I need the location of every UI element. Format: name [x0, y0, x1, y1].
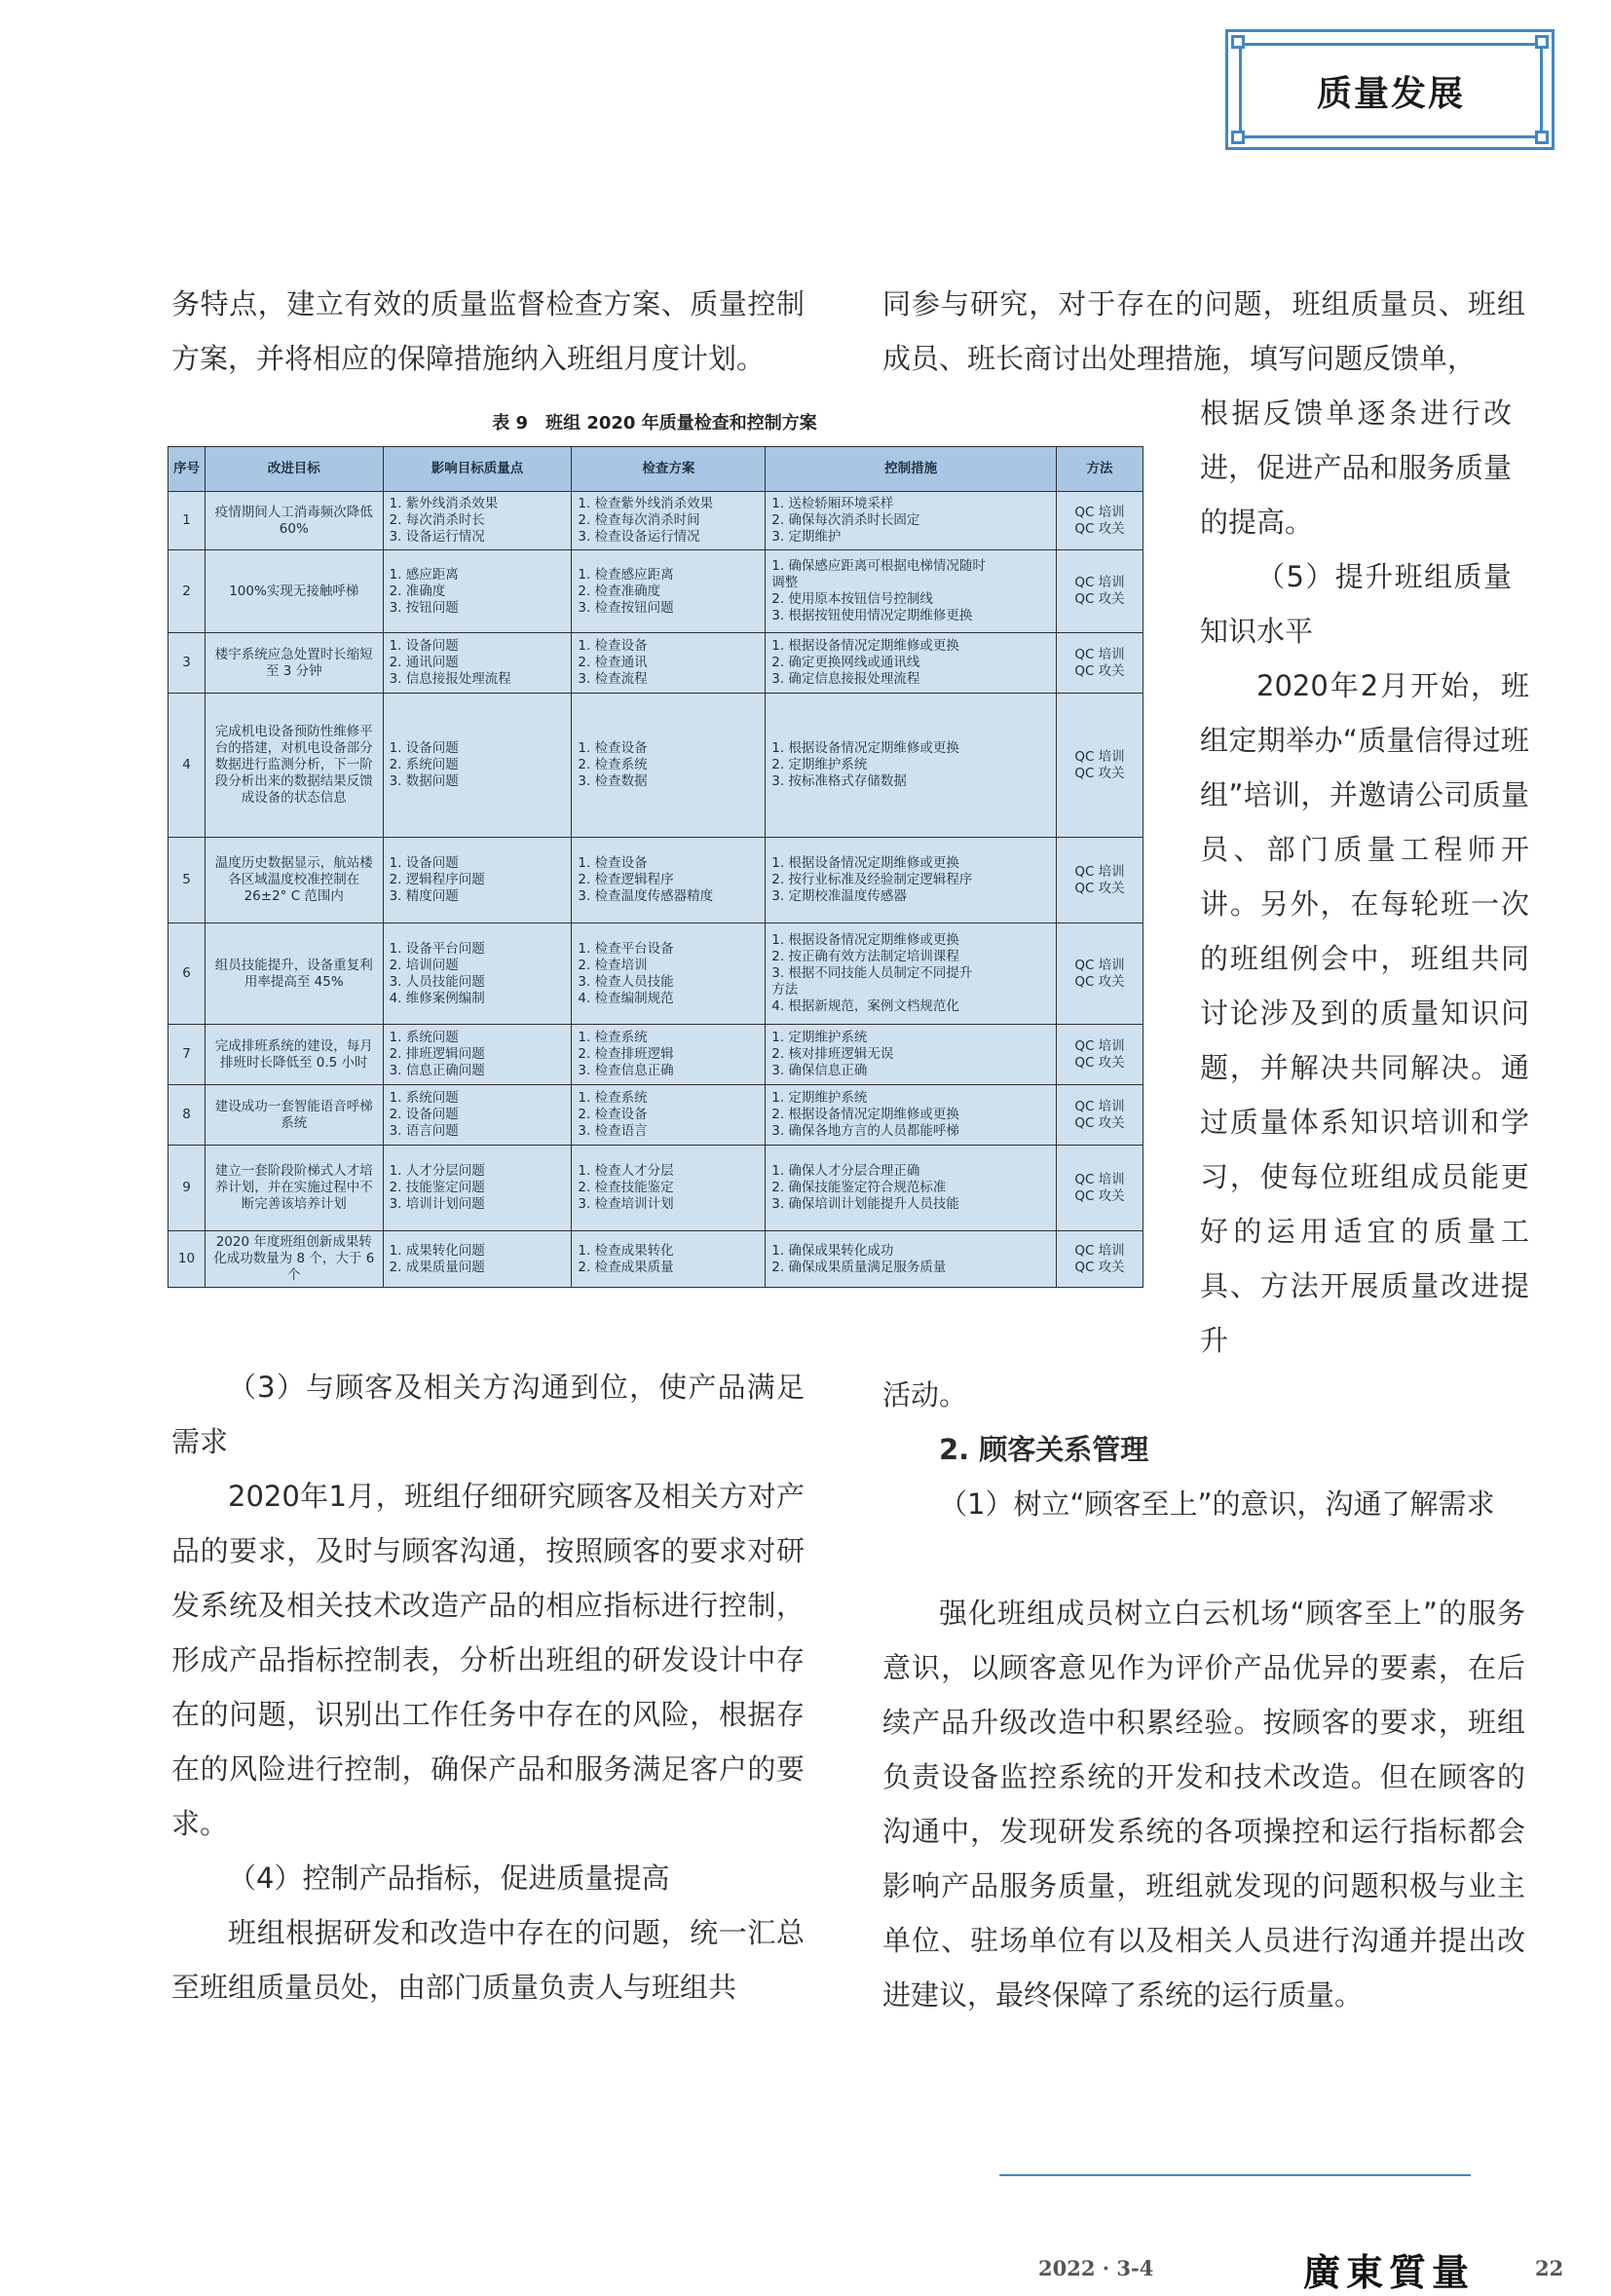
- page-number: 22: [1535, 2256, 1564, 2280]
- quality-point-cell: [383, 492, 572, 550]
- quality-point-cell-line: 1. 设备平台问题: [389, 940, 485, 957]
- control-measure-cell-line: 1. 根据设备情况定期维修或更换: [771, 638, 959, 654]
- check-plan-cell: [572, 550, 766, 633]
- table-header-cell: 影响目标质量点: [383, 447, 572, 492]
- quality-point-cell-line: 2. 系统问题: [389, 757, 459, 772]
- check-plan-cell-line: 1. 检查设备: [578, 855, 648, 871]
- method-cell-line: QC 攻关: [1074, 1114, 1125, 1131]
- goal-cell: 温度历史数据显示，航站楼各区域温度校准控制在 26±2° C 范围内: [205, 838, 383, 923]
- check-plan-cell: [572, 1146, 766, 1231]
- method-cell: [1057, 1231, 1143, 1288]
- method-cell-line: QC 培训: [1074, 1037, 1125, 1054]
- row-number-cell: 8: [169, 1085, 206, 1146]
- method-cell-line: QC 培训: [1074, 1242, 1125, 1259]
- check-plan-cell: [572, 1085, 766, 1146]
- control-measure-cell: [766, 633, 1057, 694]
- control-measure-cell-line: 1. 定期维护系统: [771, 1090, 868, 1106]
- control-measure-cell-line: 2. 按正确有效方法制定培训课程: [771, 949, 959, 964]
- quality-point-cell-line: 1. 设备问题: [389, 855, 459, 871]
- method-cell: [1057, 492, 1143, 550]
- row-number-cell: 7: [169, 1025, 206, 1085]
- control-measure-cell-line: 1. 确保成果转化成功: [771, 1242, 894, 1259]
- quality-point-cell-line: 2. 培训问题: [389, 957, 459, 973]
- quality-point-cell-line: 2. 成果质量问题: [389, 1259, 485, 1275]
- control-measure-cell-line: 2. 确定更换网线或通讯线: [771, 655, 920, 670]
- goal-cell: 100%实现无接触呼梯: [205, 550, 383, 633]
- check-plan-cell-line: 1. 检查成果转化: [578, 1242, 674, 1259]
- check-plan-cell-line: 2. 检查通讯: [578, 655, 648, 670]
- quality-point-cell-line: 2. 逻辑程序问题: [389, 872, 485, 887]
- check-plan-cell-line: 3. 检查设备运行情况: [578, 529, 700, 545]
- quality-point-cell-line: 3. 信息接报处理流程: [389, 671, 511, 687]
- control-measure-cell-line: 1. 确保人才分层合理正确: [771, 1163, 920, 1179]
- quality-point-cell-line: 1. 人才分层问题: [389, 1163, 485, 1179]
- row-number-cell: 2: [169, 550, 206, 633]
- method-cell-line: QC 攻关: [1074, 973, 1125, 990]
- control-measure-cell-line: 调整: [771, 575, 799, 590]
- table-row: [169, 1085, 1143, 1146]
- method-cell-line: QC 培训: [1074, 504, 1125, 520]
- check-plan-cell-line: 2. 检查每次消杀时间: [578, 512, 700, 528]
- method-cell: [1057, 1146, 1143, 1231]
- quality-point-cell-line: 3. 语言问题: [389, 1123, 459, 1139]
- control-measure-cell: [766, 1085, 1057, 1146]
- control-measure-cell: [766, 1146, 1057, 1231]
- table-header-cell: 序号: [169, 447, 206, 492]
- section-5-body: 2020年2月开始，班组定期举办“质量信得过班组”培训，并邀请公司质量员、部门质量工程师开讲。另外，在每轮班一次的班组例会中，班组共同讨论涉及到的质量知识问题，并解决共同解决。通过质量体系知识培训和学习，使每位班组成员能更好的运用适宜的质量工具、方法开展质量改进提升: [1200, 669, 1529, 1357]
- quality-point-cell-line: 3. 设备运行情况: [389, 529, 485, 545]
- check-plan-cell-line: 3. 检查语言: [578, 1123, 648, 1139]
- control-measure-cell-line: 1. 送检轿厢环境采样: [771, 496, 894, 511]
- row-number-cell: 5: [169, 838, 206, 923]
- control-measure-cell-line: 3. 根据按钮使用情况定期维修更换: [771, 608, 973, 623]
- control-measure-cell: [766, 1025, 1057, 1085]
- check-plan-cell-line: 1. 检查平台设备: [578, 940, 674, 957]
- method-cell-line: QC 培训: [1074, 1098, 1125, 1114]
- row-number-cell: 10: [169, 1231, 206, 1288]
- control-measure-cell: [766, 550, 1057, 633]
- quality-point-cell: [383, 1146, 572, 1231]
- control-measure-cell-line: 3. 确保培训计划能提升人员技能: [771, 1196, 959, 1212]
- check-plan-cell-line: 3. 检查数据: [578, 773, 648, 789]
- method-cell-line: QC 攻关: [1074, 1054, 1125, 1071]
- method-cell-line: QC 培训: [1074, 863, 1125, 880]
- table-header-row: [169, 447, 1143, 492]
- method-cell-line: QC 攻关: [1074, 880, 1125, 896]
- check-plan-cell-line: 1. 检查系统: [578, 1030, 648, 1045]
- check-plan-cell-line: 3. 检查人员技能: [578, 973, 674, 990]
- section-3-heading: （3）与顾客及相关方沟通到位，使产品满足需求: [171, 1371, 805, 1458]
- control-measure-cell-line: 2. 按行业标准及经验制定逻辑程序: [771, 872, 973, 887]
- quality-point-cell-line: 4. 维修案例编制: [389, 990, 485, 1006]
- quality-control-table: [168, 446, 1143, 1288]
- quality-point-cell-line: 3. 数据问题: [389, 773, 459, 789]
- check-plan-cell-line: 3. 检查按钮问题: [578, 599, 674, 616]
- check-plan-cell-line: 1. 检查设备: [578, 740, 648, 756]
- check-plan-cell-line: 1. 检查系统: [578, 1090, 648, 1106]
- goal-cell: 建设成功一套智能语音呼梯系统: [205, 1085, 383, 1146]
- quality-point-cell-line: 3. 按钮问题: [389, 599, 459, 616]
- check-plan-cell-line: 2. 检查排班逻辑: [578, 1046, 674, 1062]
- table-header-cell: 改进目标: [205, 447, 383, 492]
- goal-cell: 2020 年度班组创新成果转化成功数量为 8 个，大于 6 个: [205, 1231, 383, 1288]
- method-cell-line: QC 攻关: [1074, 1259, 1125, 1275]
- method-cell-line: QC 培训: [1074, 1171, 1125, 1187]
- quality-point-cell: [383, 838, 572, 923]
- table-body: [169, 492, 1143, 1288]
- method-cell: [1057, 633, 1143, 694]
- method-cell: [1057, 1025, 1143, 1085]
- table-row: [169, 838, 1143, 923]
- goal-cell: 建立一套阶段阶梯式人才培养计划，并在实施过程中不断完善该培养计划: [205, 1146, 383, 1231]
- check-plan-cell-line: 3. 检查培训计划: [578, 1196, 674, 1212]
- subsection-1-heading: （1）树立“顾客至上”的意识，沟通了解需求: [939, 1487, 1495, 1521]
- method-cell: [1057, 1085, 1143, 1146]
- quality-point-cell-line: 3. 人员技能问题: [389, 973, 485, 990]
- section-4-body: 班组根据研发和改造中存在的问题，统一汇总至班组质量员处，由部门质量负责人与班组共: [171, 1916, 805, 2004]
- quality-point-cell-line: 1. 系统问题: [389, 1090, 459, 1106]
- quality-point-cell-line: 1. 成果转化问题: [389, 1242, 485, 1259]
- check-plan-cell: [572, 1025, 766, 1085]
- check-plan-cell: [572, 694, 766, 838]
- quality-point-cell: [383, 923, 572, 1025]
- method-cell: [1057, 694, 1143, 838]
- subsection-1-body: 强化班组成员树立白云机场“顾客至上”的服务意识，以顾客意见作为评价产品优异的要素，在后续产品升级改造中积累经验。按顾客的要求，班组负责设备监控系统的开发和技术改造。但在顾客的沟通中，发现研发系统的各项操控和运行指标都会影响产品服务质量，班组就发现的问题积极与业主单位、驻场单位有以及相关人员进行沟通并提出改进建议，最终保障了系统的运行质量。: [882, 1597, 1525, 2012]
- table-header-cell: 控制措施: [766, 447, 1057, 492]
- quality-point-cell-line: 1. 设备问题: [389, 638, 459, 654]
- control-measure-cell-line: 2. 确保技能鉴定符合规范标准: [771, 1180, 947, 1195]
- method-cell-line: QC 攻关: [1074, 520, 1125, 537]
- control-measure-cell-line: 3. 确保信息正确: [771, 1063, 868, 1078]
- quality-point-cell: [383, 694, 572, 838]
- quality-point-cell: [383, 1231, 572, 1288]
- quality-point-cell-line: 2. 每次消杀时长: [389, 512, 485, 528]
- magazine-logo: 廣東質量: [1303, 2250, 1476, 2294]
- method-cell-line: QC 培训: [1074, 575, 1125, 590]
- control-measure-cell-line: 2. 使用原本按钮信号控制线: [771, 591, 933, 607]
- control-measure-cell-line: 4. 根据新规范，案例文档规范化: [771, 998, 959, 1014]
- check-plan-cell-line: 2. 检查逻辑程序: [578, 872, 674, 887]
- check-plan-cell-line: 3. 检查信息正确: [578, 1063, 674, 1078]
- section-3-body: 2020年1月，班组仔细研究顾客及相关方对产品的要求，及时与顾客沟通，按照顾客的要求对研发系统及相关技术改造产品的相应指标进行控制，形成产品指标控制表，分析出班组的研发设计中存在的问题，识别出工作任务中存在的风险，根据存在的风险进行控制，确保产品和服务满足客户的要求。: [171, 1480, 805, 1840]
- control-measure-cell-line: 2. 确保每次消杀时长固定: [771, 512, 920, 528]
- control-measure-cell-line: 3. 定期校准温度传感器: [771, 888, 907, 904]
- quality-point-cell-line: 2. 技能鉴定问题: [389, 1180, 485, 1195]
- check-plan-cell-line: 2. 检查准确度: [578, 583, 661, 599]
- quality-point-cell-line: 2. 准确度: [389, 583, 446, 599]
- control-measure-cell: [766, 492, 1057, 550]
- check-plan-cell-line: 2. 检查成果质量: [578, 1259, 674, 1275]
- section-5-heading: （5）提升班组质量知识水平: [1200, 560, 1512, 648]
- control-measure-cell-line: 3. 确保各地方言的人员都能呼梯: [771, 1123, 959, 1139]
- control-measure-cell-line: 3. 按标准格式存储数据: [771, 773, 907, 789]
- control-measure-cell-line: 2. 定期维护系统: [771, 757, 868, 772]
- table-row: [169, 550, 1143, 633]
- right-narrow-paragraph: 根据反馈单逐条进行改进，促进产品和服务质量的提高。: [1200, 396, 1512, 539]
- table-row: [169, 633, 1143, 694]
- row-number-cell: 4: [169, 694, 206, 838]
- check-plan-cell-line: 3. 检查温度传感器精度: [578, 888, 714, 904]
- method-cell-line: QC 培训: [1074, 748, 1125, 765]
- table-row: [169, 923, 1143, 1025]
- section-title: 质量发展: [1316, 73, 1465, 114]
- check-plan-cell: [572, 923, 766, 1025]
- row-number-cell: 6: [169, 923, 206, 1025]
- check-plan-cell-line: 1. 检查人才分层: [578, 1163, 674, 1179]
- control-measure-cell-line: 3. 确定信息接报处理流程: [771, 671, 920, 687]
- table-header-cell: 方法: [1057, 447, 1143, 492]
- control-measure-cell: [766, 1231, 1057, 1288]
- check-plan-cell-line: 2. 检查设备: [578, 1107, 648, 1122]
- quality-point-cell: [383, 550, 572, 633]
- table-row: [169, 1231, 1143, 1288]
- quality-point-cell-line: 2. 通讯问题: [389, 655, 459, 670]
- row-number-cell: 3: [169, 633, 206, 694]
- goal-cell: 完成机电设备预防性维修平台的搭建，对机电设备部分数据进行监测分析，下一阶段分析出来的数据结果反馈成设备的状态信息: [205, 694, 383, 838]
- table-caption: 表 9 班组 2020 年质量检查和控制方案: [492, 413, 817, 433]
- quality-point-cell-line: 3. 信息正确问题: [389, 1063, 485, 1078]
- control-measure-cell-line: 1. 根据设备情况定期维修或更换: [771, 855, 959, 871]
- method-cell-line: QC 攻关: [1074, 1187, 1125, 1204]
- row-number-cell: 9: [169, 1146, 206, 1231]
- check-plan-cell: [572, 633, 766, 694]
- control-measure-cell: [766, 923, 1057, 1025]
- table-row: [169, 694, 1143, 838]
- section-4-heading: （4）控制产品指标，促进质量提高: [228, 1862, 670, 1895]
- check-plan-cell-line: 3. 检查流程: [578, 671, 648, 687]
- left-top-paragraph: 务特点，建立有效的质量监督检查方案、质量控制方案，并将相应的保障措施纳入班组月度计划。: [171, 287, 805, 375]
- section-5-end: 活动。: [882, 1378, 968, 1411]
- control-measure-cell-line: 2. 核对排班逻辑无误: [771, 1046, 894, 1062]
- goal-cell: 楼宇系统应急处置时长缩短至 3 分钟: [205, 633, 383, 694]
- control-measure-cell: [766, 694, 1057, 838]
- method-cell: [1057, 838, 1143, 923]
- check-plan-cell-line: 4. 检查编制规范: [578, 990, 674, 1006]
- method-cell-line: QC 攻关: [1074, 765, 1125, 781]
- control-measure-cell-line: 2. 确保成果质量满足服务质量: [771, 1259, 947, 1275]
- right-top-paragraph: 同参与研究，对于存在的问题，班组质量员、班组成员、班长商讨出处理措施，填写问题反馈单，: [882, 287, 1525, 375]
- table-header-cell: 检查方案: [572, 447, 766, 492]
- footer-rule: [999, 2174, 1471, 2176]
- issue-date: 2022 · 3-4: [1038, 2256, 1154, 2280]
- quality-point-cell-line: 1. 紫外线消杀效果: [389, 496, 499, 511]
- check-plan-cell: [572, 1231, 766, 1288]
- control-measure-cell-line: 2. 根据设备情况定期维修或更换: [771, 1107, 959, 1122]
- quality-point-cell-line: 2. 排班逻辑问题: [389, 1046, 485, 1062]
- goal-cell: 疫情期间人工消毒频次降低 60%: [205, 492, 383, 550]
- control-measure-cell-line: 1. 根据设备情况定期维修或更换: [771, 932, 959, 948]
- control-measure-cell-line: 方法: [771, 982, 799, 997]
- quality-point-cell: [383, 1025, 572, 1085]
- control-measure-cell-line: 3. 根据不同技能人员制定不同提升: [771, 965, 973, 981]
- quality-point-cell-line: 2. 设备问题: [389, 1107, 459, 1122]
- quality-point-cell: [383, 633, 572, 694]
- check-plan-cell: [572, 838, 766, 923]
- check-plan-cell-line: 2. 检查技能鉴定: [578, 1180, 674, 1195]
- table-row: [169, 492, 1143, 550]
- method-cell: [1057, 550, 1143, 633]
- control-measure-cell: [766, 838, 1057, 923]
- check-plan-cell: [572, 492, 766, 550]
- method-cell-line: QC 攻关: [1074, 591, 1125, 607]
- section-2-heading: 2. 顾客关系管理: [939, 1433, 1149, 1466]
- method-cell: [1057, 923, 1143, 1025]
- control-measure-cell-line: 1. 定期维护系统: [771, 1030, 868, 1045]
- table-row: [169, 1146, 1143, 1231]
- quality-point-cell-line: 3. 培训计划问题: [389, 1196, 485, 1212]
- goal-cell: 完成排班系统的建设，每月排班时长降低至 0.5 小时: [205, 1025, 383, 1085]
- check-plan-cell-line: 1. 检查感应距离: [578, 566, 674, 583]
- method-cell-line: QC 攻关: [1074, 662, 1125, 679]
- control-measure-cell-line: 3. 定期维护: [771, 529, 842, 545]
- quality-point-cell-line: 3. 精度问题: [389, 888, 459, 904]
- method-cell-line: QC 培训: [1074, 646, 1125, 662]
- quality-point-cell-line: 1. 感应距离: [389, 566, 459, 583]
- table-row: [169, 1025, 1143, 1085]
- method-cell-line: QC 培训: [1074, 957, 1125, 973]
- row-number-cell: 1: [169, 492, 206, 550]
- quality-point-cell: [383, 1085, 572, 1146]
- quality-point-cell-line: 1. 系统问题: [389, 1030, 459, 1045]
- goal-cell: 组员技能提升，设备重复利用率提高至 45%: [205, 923, 383, 1025]
- check-plan-cell-line: 2. 检查系统: [578, 757, 648, 772]
- check-plan-cell-line: 2. 检查培训: [578, 957, 648, 973]
- section-header: [1225, 29, 1556, 152]
- quality-point-cell-line: 1. 设备问题: [389, 740, 459, 756]
- check-plan-cell-line: 1. 检查紫外线消杀效果: [578, 496, 714, 511]
- check-plan-cell-line: 1. 检查设备: [578, 638, 648, 654]
- control-measure-cell-line: 1. 确保感应距离可根据电梯情况随时: [771, 558, 986, 574]
- control-measure-cell-line: 1. 根据设备情况定期维修或更换: [771, 740, 959, 756]
